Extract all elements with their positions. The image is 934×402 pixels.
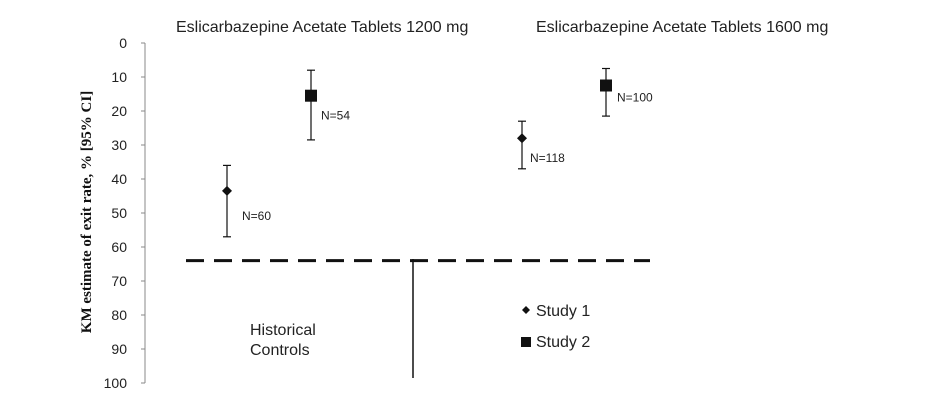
legend-label-study-2: Study 2 — [536, 334, 591, 351]
legend-square-marker — [521, 337, 531, 347]
legend — [521, 303, 590, 351]
panel-title-1200mg: Eslicarbazepine Acetate Tablets 1200 mg — [176, 19, 469, 36]
study-2-point — [305, 90, 317, 102]
y-tick-label: 20 — [111, 103, 127, 119]
y-tick-label: 40 — [111, 171, 127, 187]
y-tick-label: 30 — [111, 137, 127, 153]
panel-title-1600mg: Eslicarbazepine Acetate Tablets 1600 mg — [536, 19, 829, 36]
y-tick-label: 0 — [119, 35, 127, 51]
legend-label-study-1: Study 1 — [536, 303, 591, 320]
historical-controls-label-line2: Controls — [250, 342, 310, 359]
y-tick-label: 10 — [111, 69, 127, 85]
historical-controls-label-line1: Historical — [250, 322, 316, 339]
y-tick-label: 90 — [111, 341, 127, 357]
study-1-point — [222, 186, 232, 196]
y-tick-label: 100 — [103, 375, 127, 391]
sample-size-label: N=60 — [242, 208, 272, 223]
y-axis-label: KM estimate of exit rate, % [95% CI] — [79, 90, 95, 334]
y-axis-ticks — [104, 35, 145, 391]
legend-diamond-marker — [522, 306, 530, 314]
study-2-point — [600, 80, 612, 92]
y-tick-label: 50 — [111, 205, 127, 221]
data-points — [222, 69, 653, 237]
y-tick-label: 70 — [111, 273, 127, 289]
y-tick-label: 80 — [111, 307, 127, 323]
sample-size-label: N=54 — [321, 108, 351, 123]
sample-size-label: N=100 — [617, 90, 653, 105]
y-tick-label: 60 — [111, 239, 127, 255]
study-1-point — [517, 133, 527, 143]
sample-size-label: N=118 — [530, 151, 565, 166]
